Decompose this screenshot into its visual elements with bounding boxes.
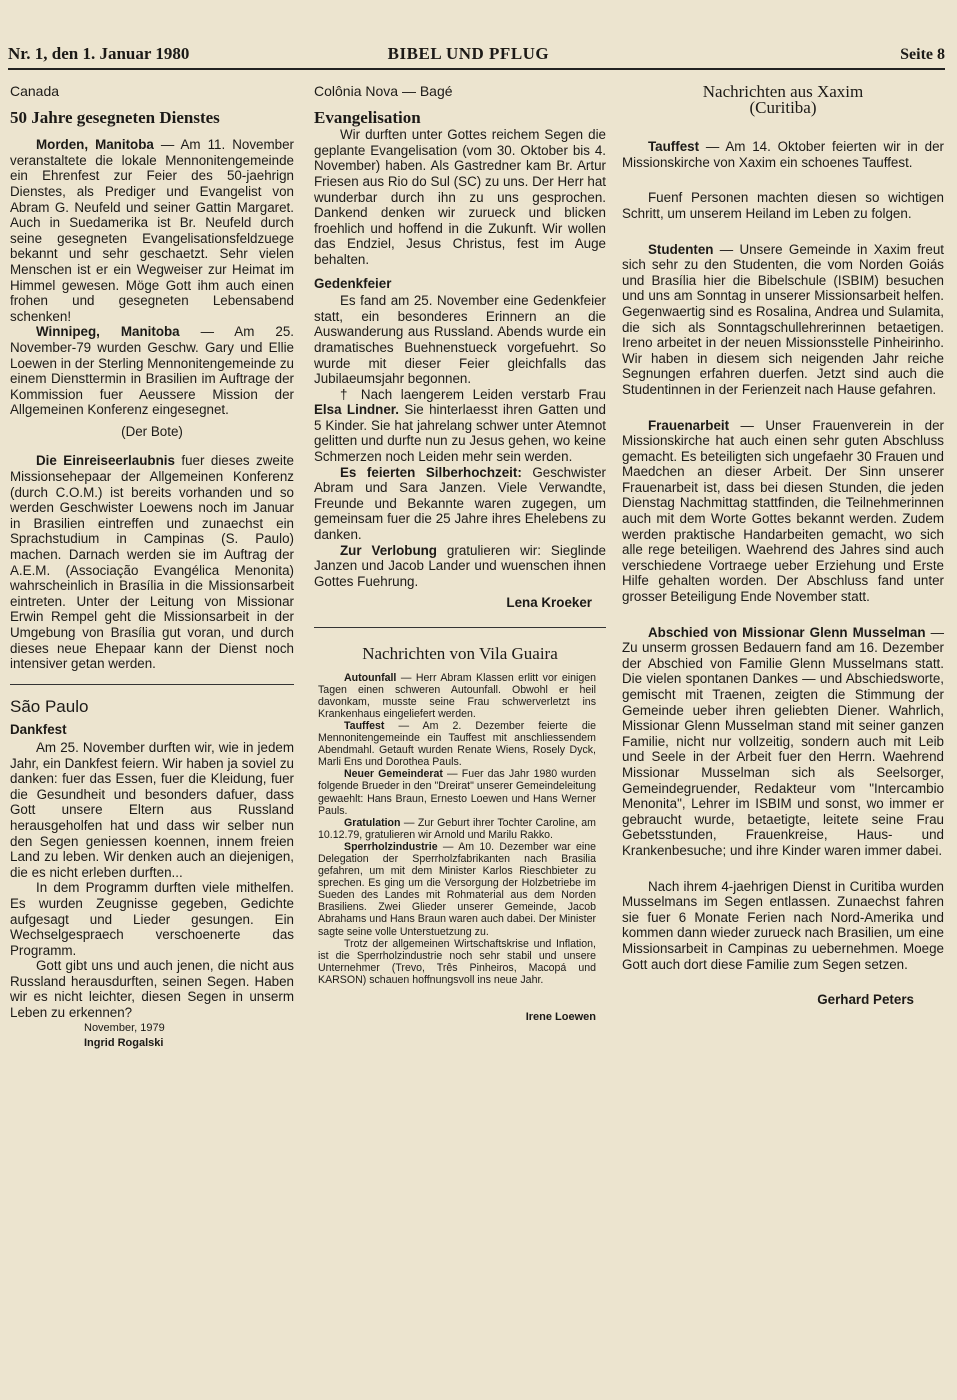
author-signature: Ingrid Rogalski [84,1037,164,1050]
section-title [622,84,944,115]
region-label: Colônia Nova — Bagé [314,83,453,99]
name-bold: Elsa Lindner. [314,402,399,418]
paragraph-text: — Am 14. Oktober feierten wir in der Missionskirche von Xaxim ein schoenes Tauffest. [622,139,944,170]
article-paragraph: Fuenf Personen machten diesen so wichtigen Schritt, um unserem Heiland im Leben zu folgen. [622,190,944,221]
article-paragraph: Nach ihrem 4-jaehrigen Dienst in Curitiba wurden Musselmans im Segen entlassen. Zunaechst fahren sie fuer 6 Monate Ferien nach Nord-Amerika und kommen dann wieder zurueck nach Brasilien, um eine Missionsarbeit in Campinas zu uebernehmen. Moege Gott auch dort diese Familie zum Segen setzen. [622,878,944,972]
brief-paragraph [318,841,596,938]
article-block [622,242,944,398]
page-number: Seite 8 [900,46,945,63]
paragraph-text: Geschwister Abram und Sara Janzen. Viele Verwandte, Freunde und Bekannte waren zugegen, um gemeinsam fuer die 25 Jahre ihres Ehelebens zu danken. [314,464,606,543]
masthead [8,38,945,70]
paragraph-lead: Sperrholzindustrie [344,840,438,853]
paragraph-lead: Neuer Gemeinderat [344,768,443,781]
paragraph-lead: Abschied von Missionar Glenn Musselman [648,624,926,640]
section-title-line: Nachrichten aus Xaxim [702,82,864,101]
article-paragraph: Am 25. November durften wir, wie in jedem Jahr, ein Dankfest feiern. Wir haben ja soviel zu danken: fuer das Essen, fuer die Kleidung, fuer die Gesundheit und besonders dafuer, dass Gott unsere Eltern aus Russland herausgeholfen hat und dass wir selber nun den Segen geniessen koennen, innem freien Land zu leben. Wir denken auch an diejenigen, die es nicht erleben durften... [10,739,294,880]
paragraph-lead: Es feierten Silberhochzeit: [340,464,522,480]
section-divider [314,627,606,628]
article-subhead: Gedenkfeier [314,275,392,291]
paragraph-lead: Gratulation [344,816,401,829]
source-credit: (Der Bote) [121,423,183,439]
paragraph-text: — Fuer das Jahr 1980 wurden folgende Brueder in den "Dreirat" unserer Gemeindeleitung gewaehlt: Hans Braun, Ernesto Loewen und Hans Werner Pauls. [318,768,597,817]
news-briefs [314,672,606,986]
article-paragraph: Es fand am 25. November eine Gedenkfeier statt, ein besonderes Erinnern an die Auswanderung aus Russland. Abends wurde ein dramatisches Buehnenstueck vorgefuehrt. So wurde mit dieser Feier gleichfalls das Jubilaeumsjahr begonnen. [314,293,606,387]
paragraph-text: Sie hinterlaesst ihren Gatten und 5 Kinder. Sie hat jahrelang schwer unter Atemnot gelitten und durfte nun zu Jesus gehen, wo keine Schmerzen noch Leiden mehr sein werden. [314,402,606,465]
article-block [622,190,944,221]
paragraph-lead: Tauffest [648,139,700,155]
article-paragraph: In dem Programm durften viele mithelfen. Es wurden Zeugnisse gegeben, Gedichte aufgesagt und Lieder gesungen. Ein Wechselgespraech verschoenerte das Programm. [10,880,294,958]
paragraph-text: — Unser Frauenverein in der Missionskirche hat auch einen sehr guten Abschluss gemacht. Es beteiligten sich ungefaehr 30 Frauen und Maedchen an dieser Arbeit. Der Sinn unserer Frauenarbeit ist, dass bei diesen Stunden, die jeden Dienstag Nachmittag stattfinden, die Teilnehmerinnen auch mit dem Worte Gottes bekannt werden. Zudem werden praktische Handarbeiten gemacht, wo sich alle rege beteiligen. Waehrend des Jahres sind auch verschiedene Vortraege ueber Erziehung und Erste Hilfe gehalten worden. Der Abschluss fand unter grosser Beteiligung Ende November statt. [622,417,944,605]
article-paragraph: Gott gibt uns und auch jenen, die nicht aus Russland herausdurften, seinen Segen. Haben wir es nicht leichter, diesen Segen in unserm Leben zu erkennen? [10,958,294,1021]
article-paragraph [622,625,944,859]
paragraph-text: — Zur Geburt ihrer Tochter Caroline, am 10.12.79, gratulieren wir Arnold und Marilu Rakko. [318,816,596,841]
region-label: Canada [10,83,60,99]
article-paragraph [314,465,606,543]
article-paragraph [10,453,294,671]
author-signature: Gerhard Peters [817,992,914,1008]
paragraph-lead: Tauffest [344,719,385,732]
paragraph-lead: Studenten [648,241,714,257]
article-block [622,139,944,170]
paragraph-lead: Frauenarbeit [648,417,730,433]
article-paragraph [314,543,606,590]
newspaper-title: BIBEL UND PFLUG [387,44,550,63]
article-subhead: Dankfest [10,722,67,738]
brief-paragraph [318,672,596,720]
article-headline: 50 Jahre gesegneten Dienstes [10,107,220,127]
article-date: November, 1979 [84,1021,165,1034]
article-paragraph [314,387,606,465]
paragraph-text: — Unsere Gemeinde in Xaxim freut sich sehr zu den Studenten, die vom Norden Goiás und Brasília hier die Bibelschule (ISBIM) besuchen und uns am Sonntag in unserer Missionsarbeit helfen. Gegenwaertig sind es Rosalina, Andrea und Sulamita, die sich als Sonntagschullehrerinnen betaetigen. Ireno arbeitet in der neuen Missionsstelle Pinheirinho. Wir haben in diesem sich neigenden Jahr reiche Segnungen erfahren duerfen. Jetzt sind auch die Studentinnen in der Ferienzeit nach Hause gefahren. [622,241,944,397]
column-1 [10,84,294,1052]
paragraph-lead: Autounfall [344,671,397,684]
article-block [622,879,944,973]
brief-paragraph: Trotz der allgemeinen Wirtschaftskrise und Inflation, ist die Sperrholzindustrie noch sehr stabil und unsere Unternehmer (Trevo, Três Pinheiros, Macopá und KARSON) schauen hoffnungsvoll ins neue Jahr. [318,937,596,986]
article-headline: Evangelisation [314,107,421,127]
column-2 [314,84,606,1026]
section-title-line: (Curitiba) [749,97,817,117]
paragraph-lead: Zur Verlobung [340,542,437,558]
article-paragraph: Wir durften unter Gottes reichem Segen die geplante Evangelisation (vom 30. Oktober bis 4. November) haben. Als Gastredner kam Br. Artur Friesen aus Rio do Sul (SC) zu uns. Der Herr hat wunderbar durch ihn zu uns gesprochen. Dankend denken wir zurueck und blicken froehlich und hoffend in die Zukunft. Wir wollen das Endziel, Jesus Christus, fest im Auge behalten. [314,127,606,267]
paragraph-text: † Nach laengerem Leiden verstarb Frau [340,386,606,402]
paragraph-lead: Morden, Manitoba [36,137,154,153]
paragraph-text: — Am 2. Dezember feierte die Mennonitengemeinde ein Tauffest mit anschliessendem Abendmahl. Getauft wurden Renate Wiens, Rosely Dyck, Marli Ens und Dorothea Pauls. [318,719,596,769]
article-paragraph [622,242,944,398]
article-paragraph [622,418,944,605]
section-title: São Paulo [10,696,89,716]
paragraph-lead: Winnipeg, Manitoba [36,324,180,340]
article-block [622,625,944,859]
column-3 [622,84,944,1008]
article-paragraph [10,324,294,418]
author-signature: Lena Kroeker [506,595,592,611]
paragraph-lead: Die Einreiseerlaubnis [36,453,175,469]
author-signature: Irene Loewen [525,1011,596,1024]
paragraph-text: fuer dieses zweite Missionsehepaar der Allgemeinen Konferenz (durch C.O.M.) ist bereits vorhanden und so werden Geschwister Loewens noch im Januar in Brasilien eintreffen und zunaechst ein Sprachstudium in Campinas (S. Paulo) machen. Darnach werden sie im Auftrag der A.E.M. (Associação Evangélica Menonita) wahrscheinlich in Brasília in die Missionsarbeit eintreten. Unter der Leitung von Missionar Erwin Rempel geht die Missionsarbeit in der Umgebung von Brasília gut voran, und durch dieses neue Ehepaar kann der Dienst noch intensiver getan werden. [10,453,294,672]
issue-date: Nr. 1, den 1. Januar 1980 [8,44,190,63]
article-block [622,418,944,605]
paragraph-text: — Am 10. Dezember war eine Delegation der Sperrholzfabrikanten nach Brasilia gefahren, um mit dem Minister Karlos Rieschbieter zu sprechen. Es ging um die Versorgung der Holzbetriebe im Sueden des Landes mit Rohmaterial aus dem Norden Brasiliens. Zwei Glieder unserer Gemeinde, Jacob Abrahams und Hans Braun waren auch dabei. Der Minister sagte seine volle Unterstuetzung zu. [318,840,596,938]
paragraph-text: — Am 25. November-79 wurden Geschw. Gary und Ellie Loewen in der Sterling Mennonitengemeinde zu einem Diensttermin in Brasilien im Auftrage der Kommission fuer Aeussere Mission der Allgemeinen Konferenz eingesegnet. [10,324,294,418]
brief-paragraph [318,720,596,768]
brief-paragraph [318,817,596,841]
paragraph-text: — Herr Abram Klassen erlitt vor einigen Tagen einen schweren Autounfall. Obwohl er heil davonkam, musste seine Frau schwerverletzt ins Krankenhaus eingeliefert werden. [318,671,596,720]
paragraph-text: — Am 11. November veranstaltete die lokale Mennonitengemeinde ein Ehrenfest zur Feier des 50-jaehrign Dienstes, als Prediger und Evangelist von Abram G. Neufeld und seiner Gattin Margaret. Auch in Suedamerika ist Br. Neufeld durch seine gesegneten Evangelisationsfeldzuege bekannt und sehr geschaetzt. Sehr vielen Menschen ist er ein Wegweiser zur Heimat im Himmel gewesen. Möge Gott ihm auch einen frohen und gesegneten Lebensabend schenken! [10,137,294,324]
brief-paragraph [318,768,596,816]
paragraph-text: — Zu unserm grossen Bedauern fand am 16. Dezember der Abschied von Familie Glenn Musselmans statt. Die vielen spontanen Dankes — und Abschiedsworte, gemischt mit Traenen, zeigten die Stimmung der Gemeinde ueber ihren geliebten Diener. Wahrlich, Missionar Glenn Musselman stand mit seiner ganzen Familie, nicht nur vollzeitig, sondern auch mit Leib und Seele in der Arbeit fuer den Herrn. Waehrend Missionar Musselman sich als Seelsorger, Gemeindegruender, Redakteur vom "Intercambio Menonita", Lehrer im ISBIM und sonst, wo immer er gebraucht wurde, betaetigte, leitete seine Frau Gebetsstunden, Frauenkreise, Haus- und Krankenbesuche; und ihre Kinder waren immer dabei. [622,624,944,858]
article-paragraph [622,139,944,170]
section-title: Nachrichten von Vila Guaira [362,644,558,663]
paragraph-text: gratulieren wir: Sieglinde Janzen und Jacob Lander und wuenschen ihnen Gottes Fuehrung. [314,542,606,589]
article-paragraph [10,137,294,324]
section-divider [10,684,294,685]
